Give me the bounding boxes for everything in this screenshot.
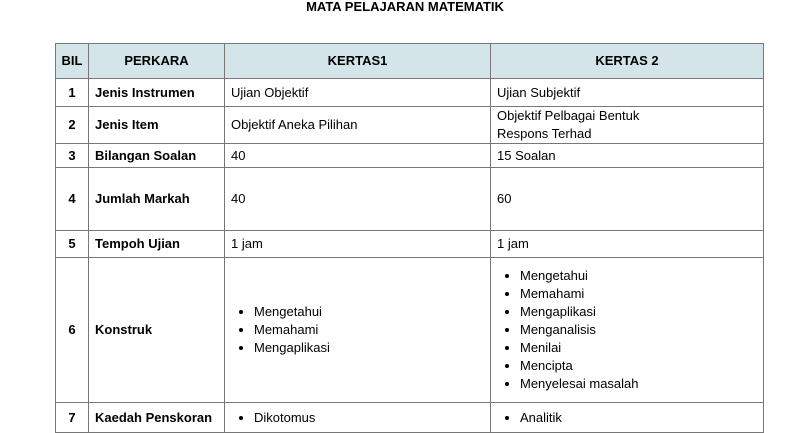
table-row: [56, 79, 764, 107]
list-item: • Memahami: [520, 285, 757, 303]
row-number: 5: [56, 231, 89, 258]
kertas2-line: Respons Terhad: [497, 126, 592, 141]
row-kertas1: Ujian Objektif: [225, 79, 491, 107]
header-perkara: PERKARA: [89, 44, 225, 79]
row-kertas2: [491, 258, 764, 403]
row-perkara: Jumlah Markah: [89, 168, 225, 231]
row-perkara: Jenis Instrumen: [89, 79, 225, 107]
row-number: 6: [56, 258, 89, 403]
row-kertas2: 1 jam: [491, 231, 764, 258]
row-kertas1: 1 jam: [225, 231, 491, 258]
header-kertas2: KERTAS 2: [491, 44, 764, 79]
table-row: [56, 144, 764, 168]
header-kertas1: KERTAS1: [225, 44, 491, 79]
table-row: [56, 403, 764, 433]
list-item: • Mengetahui: [520, 267, 757, 285]
list-item: • Mengaplikasi: [254, 339, 484, 357]
row-number: 7: [56, 403, 89, 433]
table-row: [56, 258, 764, 403]
row-kertas1: [225, 258, 491, 403]
list-item: • Dikotomus: [254, 409, 484, 427]
konstruk-list-kertas1: [231, 303, 484, 357]
row-number: 2: [56, 107, 89, 144]
row-perkara: Konstruk: [89, 258, 225, 403]
row-number: 1: [56, 79, 89, 107]
list-item: • Analitik: [520, 409, 757, 427]
row-kertas2: 60: [491, 168, 764, 231]
row-perkara: Kaedah Penskoran: [89, 403, 225, 433]
list-item: • Menilai: [520, 339, 757, 357]
list-item: • Mengetahui: [254, 303, 484, 321]
table-header-row: [56, 44, 764, 79]
row-kertas2: 15 Soalan: [491, 144, 764, 168]
penskoran-list-kertas1: [231, 409, 484, 427]
row-kertas1: [225, 403, 491, 433]
row-kertas2: [491, 403, 764, 433]
row-perkara: Tempoh Ujian: [89, 231, 225, 258]
row-kertas2: [491, 107, 764, 144]
konstruk-list-kertas2: [497, 267, 757, 393]
list-item: • Menganalisis: [520, 321, 757, 339]
table-row: [56, 168, 764, 231]
table-row: [56, 231, 764, 258]
kertas2-line: Objektif Pelbagai Bentuk: [497, 108, 640, 123]
row-kertas1: 40: [225, 168, 491, 231]
row-perkara: Jenis Item: [89, 107, 225, 144]
specification-table: [55, 43, 764, 433]
row-perkara: Bilangan Soalan: [89, 144, 225, 168]
row-number: 3: [56, 144, 89, 168]
list-item: • Menyelesai masalah: [520, 375, 757, 393]
list-item: • Mengaplikasi: [520, 303, 757, 321]
list-item: • Mencipta: [520, 357, 757, 375]
row-kertas2: Ujian Subjektif: [491, 79, 764, 107]
row-number: 4: [56, 168, 89, 231]
row-kertas1: 40: [225, 144, 491, 168]
row-kertas1: Objektif Aneka Pilihan: [225, 107, 491, 144]
header-bil: BIL: [56, 44, 89, 79]
list-item: • Memahami: [254, 321, 484, 339]
table-row: [56, 107, 764, 144]
page-title: MATA PELAJARAN MATEMATIK: [306, 0, 504, 14]
penskoran-list-kertas2: [497, 409, 757, 427]
